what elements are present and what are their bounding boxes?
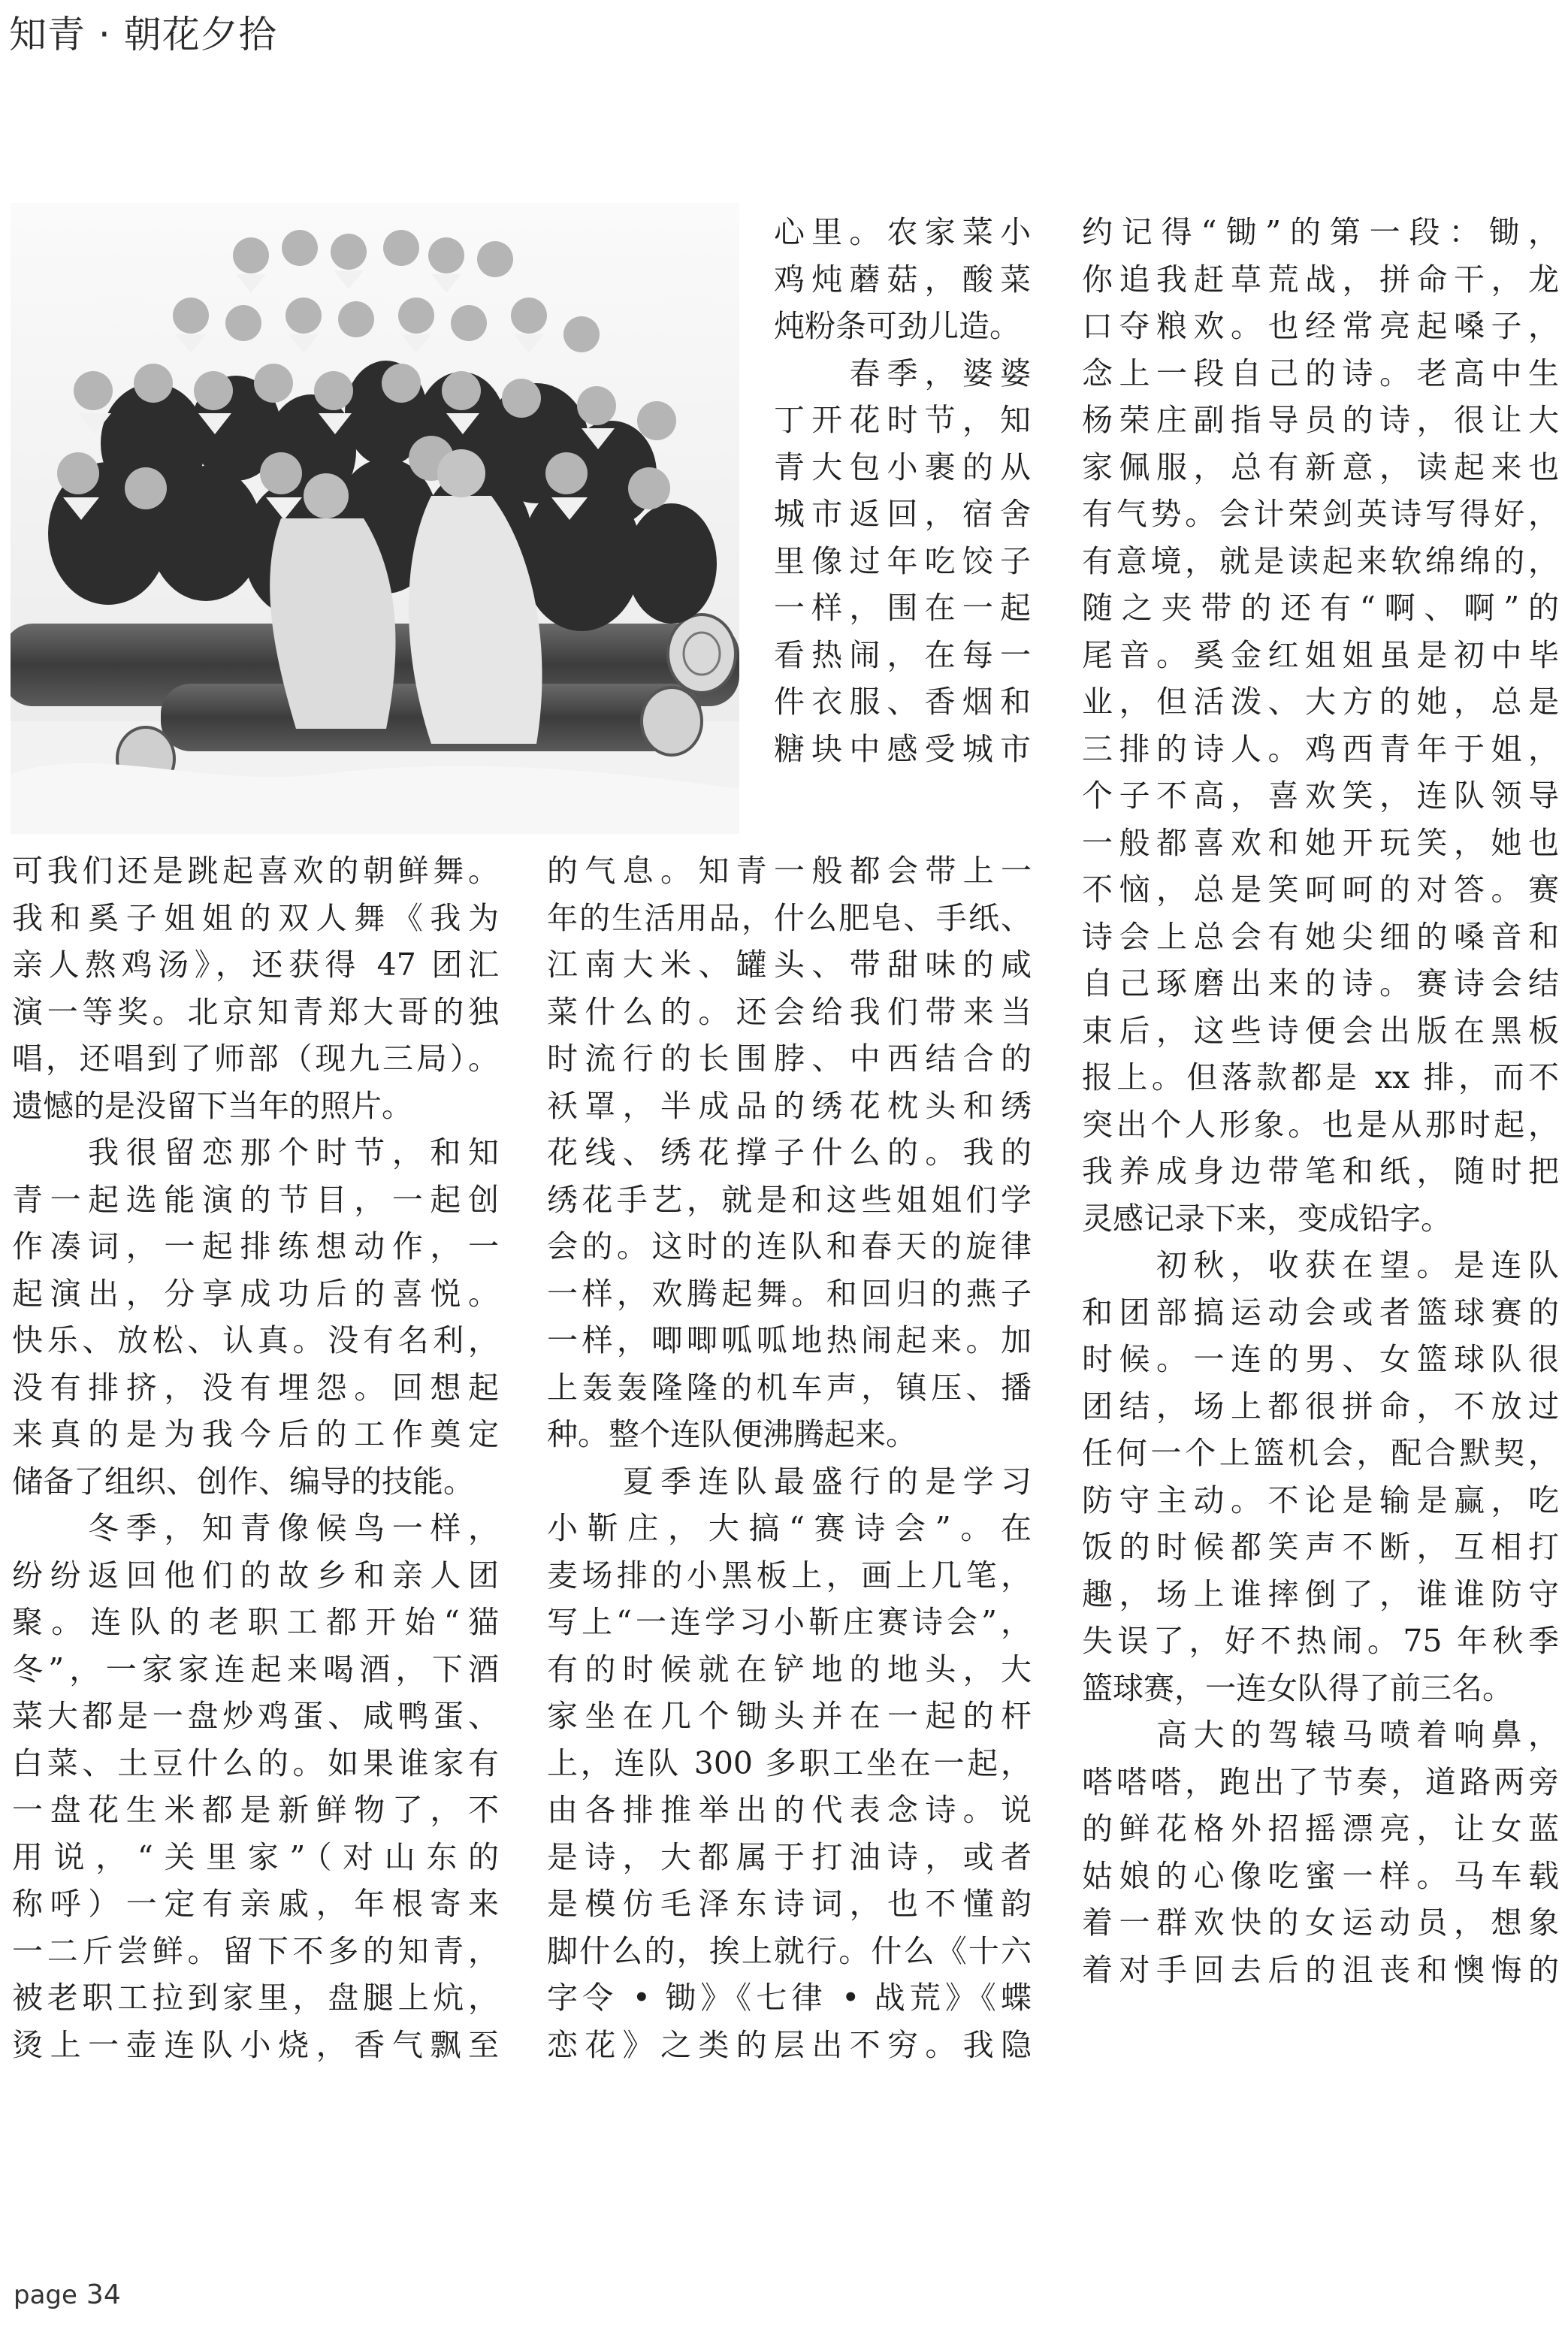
text-line: 我很留恋那个时节，和知 (12, 1134, 499, 1171)
text-line: 件衣服、香烟和 (774, 684, 1031, 720)
text-line: 个子不高，喜欢笑，连队领导 (1082, 778, 1559, 814)
text-line: 年的生活用品，什么肥皂、手纸、 (547, 899, 1032, 936)
text-line: 任何一个上篮机会，配合默契， (1082, 1435, 1559, 1471)
text-line: 尾音。奚金红姐姐虽是初中毕 (1082, 636, 1559, 673)
text-line: 上，连队 300 多职工坐在一起， (547, 1744, 1032, 1781)
text-line: 江南大米、罐头、带甜味的咸 (547, 947, 1032, 983)
text-line: 着对手回去后的沮丧和懊悔的 (1082, 1951, 1559, 1988)
text-line: 高大的驾辕马喷着响鼻， (1082, 1717, 1559, 1753)
text-line: 着一群欢快的女运动员，想象 (1082, 1905, 1559, 1941)
text-line: 青大包小裹的从 (774, 449, 1031, 485)
page-footer (14, 2279, 121, 2310)
text-line: 约记得“锄”的第一段：锄， (1082, 214, 1559, 250)
text-line: 纷纷返回他们的故乡和亲人团 (12, 1557, 499, 1593)
text-line: 里像过年吃饺子 (774, 542, 1031, 579)
text-line: 饭的时候都笑声不断，互相打 (1082, 1529, 1559, 1565)
text-line: 恋花》之类的层出不穷。我隐 (547, 2026, 1032, 2063)
text-line: 有气势。会计荣剑英诗写得好， (1082, 496, 1559, 532)
text-line: 起演出，分享成功后的喜悦。 (12, 1275, 499, 1312)
text-line: 一二斤尝鲜。留下不多的知青， (12, 1932, 499, 1969)
text-line: 麦场排的小黑板上，画上几笔， (547, 1557, 1032, 1593)
text-line: 随之夹带的还有“啊、啊”的 (1082, 590, 1559, 626)
text-line: 字令 • 锄》《七律 • 战荒》《蝶 (547, 1980, 1032, 2016)
text-line: 菜什么的。还会给我们带来当 (547, 993, 1032, 1030)
text-line: 烫上一壶连队小烧，香气飘至 (12, 2026, 499, 2063)
text-line: 演一等奖。北京知青郑大哥的独 (12, 993, 499, 1030)
text-line: 唱，还唱到了师部（现九三局）。 (12, 1041, 499, 1077)
text-line: 失误了，好不热闹。75 年秋季 (1082, 1623, 1559, 1659)
text-line: 一盘花生米都是新鲜物了，不 (12, 1792, 499, 1828)
text-line: 家坐在几个锄头并在一起的杆 (547, 1698, 1032, 1734)
text-line: 念上一段自己的诗。老高中生 (1082, 355, 1559, 391)
text-line: 遗憾的是没留下当年的照片。 (12, 1087, 412, 1124)
text-line: 束后，这些诗便会出版在黑板 (1082, 1012, 1559, 1049)
text-line: 诗会上总会有她尖细的嗓音和 (1082, 918, 1559, 955)
text-line: 糖块中感受城市 (774, 730, 1031, 767)
text-line: 上轰轰隆隆的机车声，镇压、播 (547, 1369, 1032, 1406)
text-line: 作凑词，一起排练想动作，一 (12, 1228, 499, 1264)
text-line: 种。整个连队便沸腾起来。 (547, 1416, 917, 1452)
page-header: 知青 · 朝花夕拾 (9, 13, 277, 56)
text-line: 称呼）一定有亲戚，年根寄来 (12, 1886, 499, 1922)
text-line: 一样，围在一起 (774, 590, 1031, 626)
text-line: 由各排推举出的代表念诗。说 (547, 1792, 1032, 1828)
text-line: 的气息。知青一般都会带上一 (547, 853, 1032, 889)
text-line: 一样，欢腾起舞。和回归的燕子 (547, 1275, 1032, 1312)
text-line: 快乐、放松、认真。没有名利， (12, 1322, 499, 1358)
text-line: 来真的是为我今后的工作奠定 (12, 1416, 499, 1452)
text-line: 心里。农家菜小 (774, 214, 1031, 250)
text-line: 用说，“关里家”（对山东的 (12, 1838, 499, 1875)
text-line: 突出个人形象。也是从那时起， (1082, 1106, 1559, 1143)
text-line: 你追我赶草荒战，拼命干，龙 (1082, 261, 1559, 298)
text-line: 我和奚子姐姐的双人舞《我为 (12, 899, 499, 936)
text-line: 被老职工拉到家里，盘腿上炕， (12, 1980, 499, 2016)
text-line: 业，但活泼、大方的她，总是 (1082, 684, 1559, 720)
text-line: 防守主动。不论是输是赢，吃 (1082, 1482, 1559, 1518)
page-label: page (14, 2280, 77, 2310)
text-line: 杨荣庄副指导员的诗，很让大 (1082, 402, 1559, 438)
text-line: 看热闹，在每一 (774, 636, 1031, 673)
text-line: 冬季，知青像候鸟一样， (12, 1510, 499, 1546)
text-line: 家佩服，总有新意，读起来也 (1082, 449, 1559, 485)
text-line: 口夺粮欢。也经常亮起嗓子， (1082, 308, 1559, 344)
text-line: 嗒嗒嗒，跑出了节奏，道路两旁 (1082, 1763, 1559, 1800)
text-line: 城市返回，宿舍 (774, 496, 1031, 532)
text-line: 没有排挤，没有埋怨。回想起 (12, 1369, 499, 1406)
text-line: 脚什么的，挨上就行。什么《十六 (547, 1932, 1032, 1969)
text-line: 是诗，大都属于打油诗，或者 (547, 1838, 1032, 1875)
text-line: 三排的诗人。鸡西青年于姐， (1082, 730, 1559, 767)
text-line: 有的时候就在铲地的地头，大 (547, 1651, 1032, 1687)
text-line: 初秋，收获在望。是连队 (1082, 1247, 1559, 1283)
text-line: 花线、绣花撑子什么的。我的 (547, 1134, 1032, 1171)
text-line: 有意境，就是读起来软绵绵的， (1082, 542, 1559, 579)
text-line: 是模仿毛泽东诗词，也不懂韵 (547, 1886, 1032, 1922)
text-line: 青一起选能演的节目，一起创 (12, 1181, 499, 1218)
column-left (12, 847, 499, 2068)
text-line: 自己琢磨出来的诗。赛诗会结 (1082, 965, 1559, 1001)
text-line: 一样，唧唧呱呱地热闹起来。加 (547, 1322, 1032, 1358)
text-line: 小靳庄，大搞“赛诗会”。在 (547, 1510, 1032, 1546)
text-line: 时候。一连的男、女篮球队很 (1082, 1341, 1559, 1377)
text-line: 会的。这时的连队和春天的旋律 (547, 1228, 1032, 1264)
column-right (1082, 209, 1559, 1993)
text-line: 绣花手艺，就是和这些姐姐们学 (547, 1181, 1032, 1218)
text-line: 不恼，总是笑呵呵的对答。赛 (1082, 871, 1559, 908)
column-middle-top (774, 209, 1031, 772)
text-line: 冬”，一家家连起来喝酒，下酒 (12, 1651, 499, 1687)
text-line: 丁开花时节，知 (774, 402, 1031, 438)
text-line: 春季，婆婆 (774, 355, 1031, 391)
text-line: 夏季连队最盛行的是学习 (547, 1463, 1032, 1500)
text-line: 可我们还是跳起喜欢的朝鲜舞。 (12, 853, 499, 889)
group-photo (11, 203, 739, 834)
text-line: 时流行的长围脖、中西结合的 (547, 1041, 1032, 1077)
text-line: 鸡炖蘑菇，酸菜 (774, 261, 1031, 298)
text-line: 和团部搞运动会或者篮球赛的 (1082, 1294, 1559, 1331)
text-line: 储备了组织、创作、编导的技能。 (12, 1463, 474, 1500)
text-line: 亲人熬鸡汤》，还获得 47 团汇 (12, 947, 499, 983)
text-line: 篮球赛，一连女队得了前三名。 (1082, 1669, 1513, 1706)
text-line: 姑娘的心像吃蜜一样。马车载 (1082, 1857, 1559, 1894)
text-line: 炖粉条可劲儿造。 (774, 308, 1020, 344)
text-line: 写上“一连学习小靳庄赛诗会”， (547, 1604, 1032, 1640)
text-line: 白菜、土豆什么的。如果谁家有 (12, 1744, 499, 1781)
page-number: 34 (86, 2279, 121, 2310)
text-line: 报上。但落款都是 xx 排，而不 (1082, 1059, 1559, 1095)
text-line: 菜大都是一盘炒鸡蛋、咸鸭蛋、 (12, 1698, 499, 1734)
text-line: 的鲜花格外招摇漂亮，让女蓝 (1082, 1811, 1559, 1847)
text-line: 趣，场上谁摔倒了，谁谁防守 (1082, 1575, 1559, 1612)
text-line: 袄罩，半成品的绣花枕头和绣 (547, 1087, 1032, 1124)
text-line: 聚。连队的老职工都开始“猫 (12, 1604, 499, 1640)
text-line: 一般都喜欢和她开玩笑，她也 (1082, 824, 1559, 861)
text-line: 团结，场上都很拼命，不放过 (1082, 1388, 1559, 1424)
column-middle (547, 847, 1032, 2068)
text-line: 灵感记录下来，变成铅字。 (1082, 1200, 1452, 1237)
text-line: 我养成身边带笔和纸，随时把 (1082, 1153, 1559, 1189)
